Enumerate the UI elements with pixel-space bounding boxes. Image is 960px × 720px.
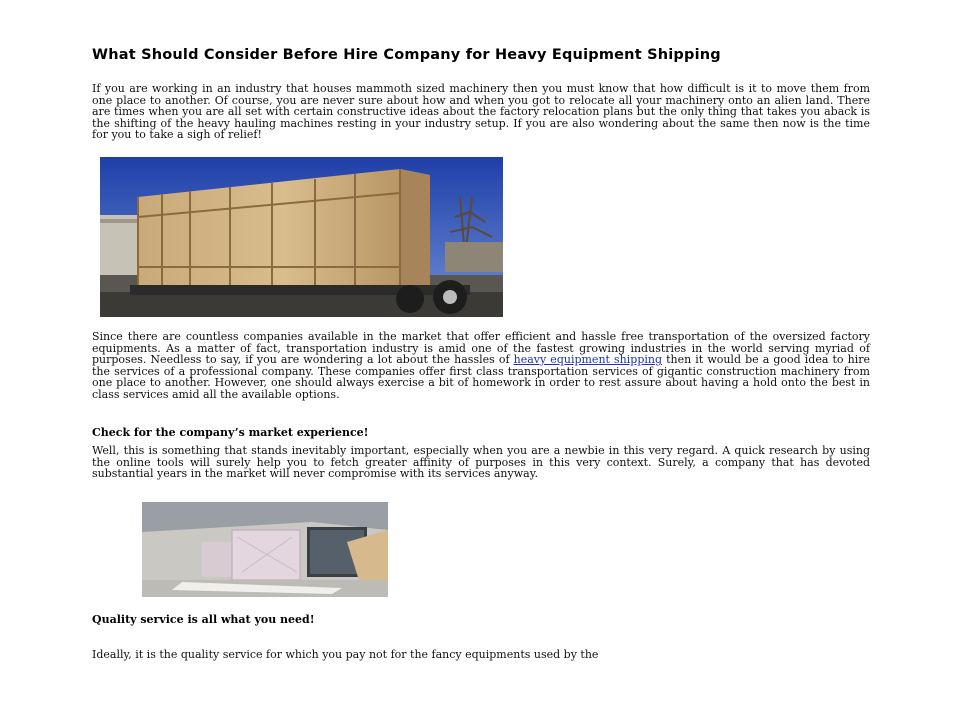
transport-paragraph-start: Since there are countless companies available in the market that offer efficient and hassle free transportation of the oversized factory equipments. As a matter of fact, transportation industry is amid one of the fastest growing industries in the world serving myriad of purposes. Needless to say, if you are wondering a lot about the hassles of (92, 330, 870, 367)
document-title: What Should Consider Before Hire Company for Heavy Equipment Shipping (92, 47, 721, 63)
quality-service-paragraph: Ideally, it is the quality service for which you pay not for the fancy equipments used by the (92, 649, 599, 661)
market-experience-paragraph: Well, this is something that stands inevitably important, especially when you are a newbie in this very regard. A quick research by using the online tools will surely help you to fetch greater affinity of purposes in this very context. Surely, a company that has devoted substantial years in the market will never compromise with its services anyway. (92, 444, 870, 481)
intro-paragraph: If you are working in an industry that houses mammoth sized machinery then you must know that how difficult is it to move them from one place to another. Of course, you are never sure about how and when you got to relocate all your machinery onto an alien land. There are times when you are all set with certain constructive ideas about the factory relocation plans but the only thing that takes you aback is the shifting of the heavy hauling machines resting in your industry setup. If you are also wondering about the same then now is the time for you to take a sigh of relief! (92, 82, 870, 142)
quality-service-heading: Quality service is all what you need! (92, 613, 315, 626)
market-experience-heading: Check for the company’s market experience! (92, 426, 369, 439)
heavy-equipment-shipping-link[interactable]: heavy equipment shipping (513, 353, 663, 367)
transport-paragraph (92, 331, 870, 401)
wrapped-machinery-photo (142, 502, 388, 597)
crate-truck-photo (100, 157, 503, 317)
transport-paragraph-end: then it would be a good idea to hire the services of a professional company. These companies offer first class transportation services of gigantic construction machinery from one place to another. However, one should always exercise a bit of homework in order to rest assure about having a hold onto the best in class services amid all the available options. (92, 353, 870, 401)
